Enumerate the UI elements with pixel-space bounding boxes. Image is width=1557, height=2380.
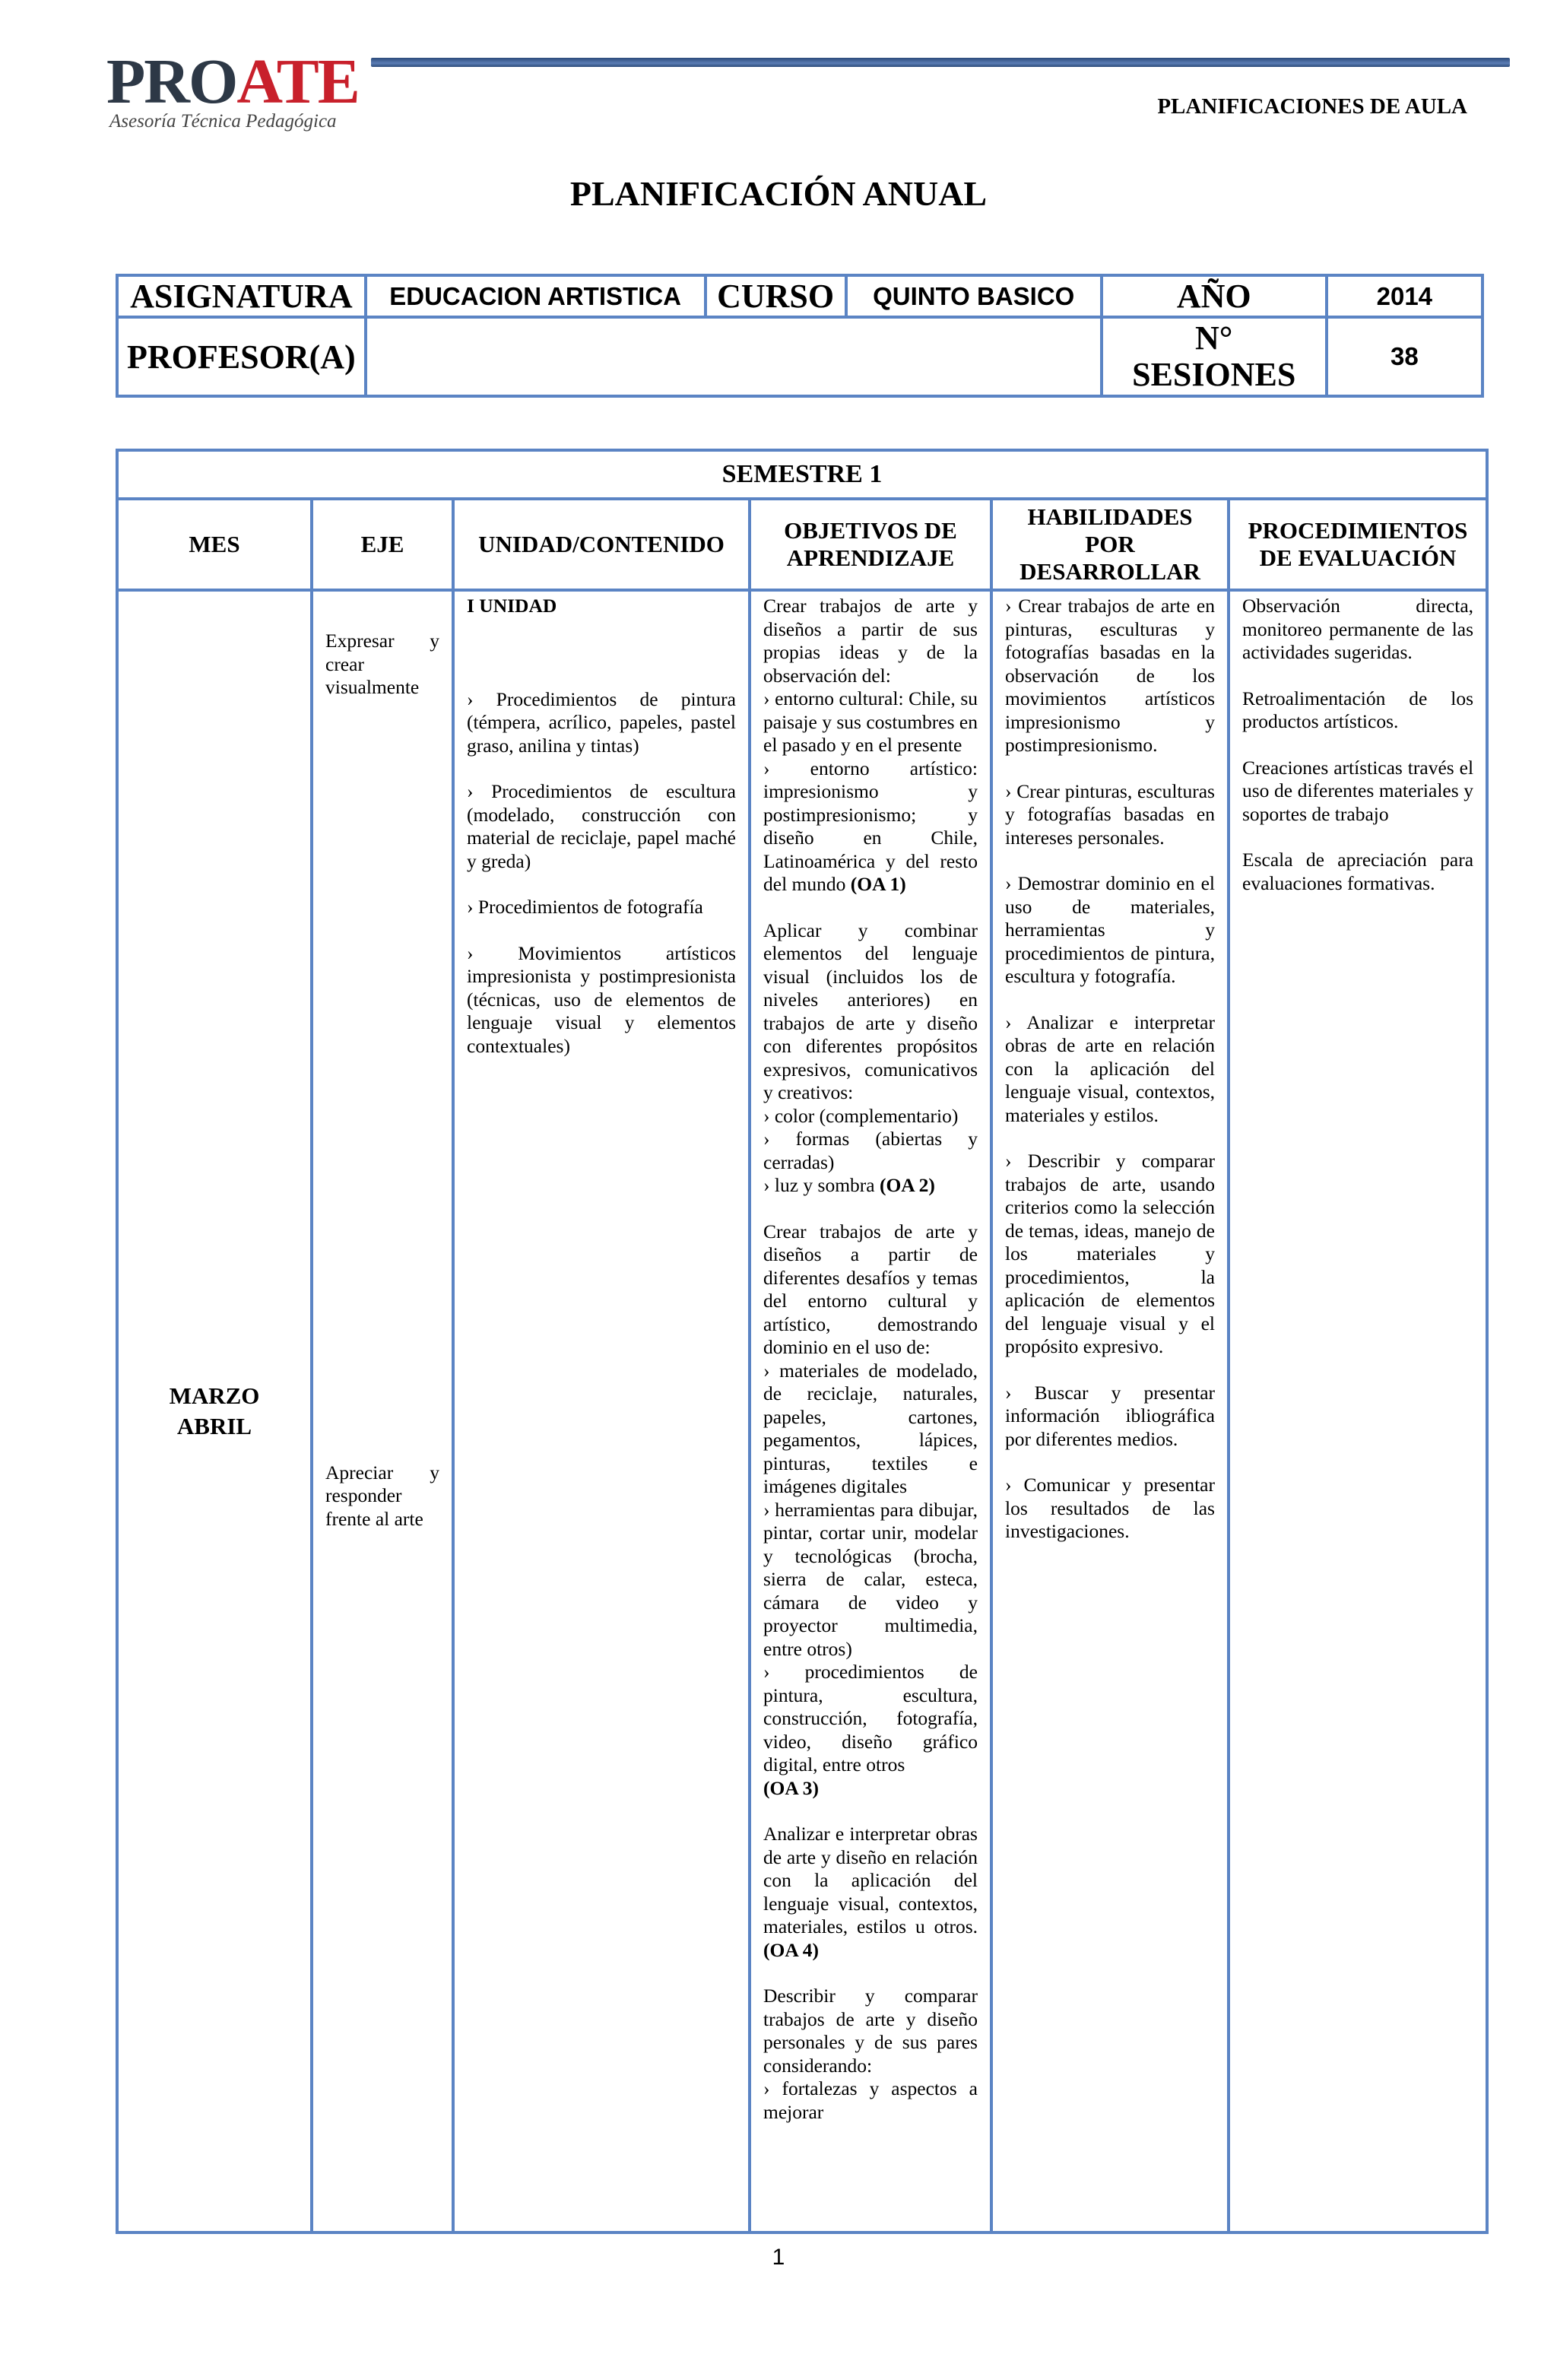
anio-value: 2014 [1327, 275, 1482, 317]
proate-logo [106, 46, 359, 134]
plan-table [116, 449, 1489, 2234]
info-table [116, 274, 1484, 398]
oa3-tag: (OA 3) [763, 1776, 819, 1799]
oa4-tag: (OA 4) [763, 1938, 819, 1961]
col-header-procedimientos [1229, 499, 1487, 590]
habilidad-item: › Analizar e interpretar obras de arte en relación con la aplicación del lenguaje visual, contextos, materiales y estilos. [1005, 1011, 1215, 1126]
col-header-habilidades [991, 499, 1229, 590]
profesor-label: PROFESOR(A) [117, 317, 366, 396]
page-number: 1 [772, 2245, 785, 2270]
page-title: PLANIFICACIÓN ANUAL [569, 174, 988, 213]
col-header-unidad: UNIDAD/CONTENIDO [453, 499, 750, 590]
oa3-bullet: › herramientas para dibujar, pintar, cortar unir, modelar y tecnológicas (brocha, sierra de calar, esteca, cámara de video y proyector multimedia, entre otros) [763, 1498, 978, 1660]
unidad-title: I UNIDAD [467, 595, 557, 617]
oa1-bullet: › entorno cultural: Chile, su paisaje y sus costumbres en el pasado y en el presente [763, 687, 978, 756]
mes-abril: ABRIL [176, 1413, 252, 1439]
col-header-eje: EJE [312, 499, 453, 590]
sesiones-label-line2: SESIONES [1132, 356, 1296, 393]
eje-expresar: Expresar y crear visualmente [325, 630, 439, 698]
logo-subtitle: Asesoría Técnica Pedagógica [109, 111, 337, 132]
habilidad-item: › Crear trabajos de arte en pinturas, esculturas y fotografías basadas en la observación de los movimientos artísticos impresionismo y postimpresionismo. [1005, 595, 1215, 756]
habilidad-item: › Describir y comparar trabajos de arte, usando criterios como la selección de temas, ideas, manejo de los materiales y procedimientos, la aplicación de elementos del lenguaje visual y el propósito expresivo. [1005, 1150, 1215, 1357]
habilidades-cell [991, 590, 1229, 2232]
oa5-bullet: › fortalezas y aspectos a mejorar [763, 2077, 978, 2123]
unidad-item: › Procedimientos de escultura (modelado, construcción con material de reciclaje, papel maché y greda) [467, 780, 736, 872]
objetivos-line2: APRENDIZAJE [786, 544, 955, 571]
evaluacion-item: Retroalimentación de los productos artísticos. [1242, 687, 1474, 732]
evaluacion-cell [1229, 590, 1487, 2232]
oa2-text: Aplicar y combinar elementos del lenguaje visual (incluidos los de niveles anteriores) en trabajos de arte y diseño con diferentes propósitos expresivos, comunicativos y creativos: [763, 919, 978, 1103]
semester-header: SEMESTRE 1 [117, 450, 1487, 499]
habilidades-line2: POR [1085, 531, 1135, 557]
unidad-item: › Procedimientos de fotografía [467, 896, 703, 918]
asignatura-label: ASIGNATURA [117, 275, 366, 317]
oa2-bullet: › color (complementario) [763, 1104, 959, 1127]
logo-pro: PRO [106, 46, 237, 117]
habilidades-line1: HABILIDADES [1027, 503, 1193, 530]
habilidad-item: › Buscar y presentar información ibliográfica por diferentes medios. [1005, 1381, 1215, 1450]
evaluacion-item: Observación directa, monitoreo permanente de las actividades sugeridas. [1242, 595, 1474, 663]
oa5-text: Describir y comparar trabajos de arte y diseño personales y de sus pares considerando: [763, 1985, 978, 2077]
asignatura-value: EDUCACION ARTISTICA [366, 275, 706, 317]
eje-cell [312, 590, 453, 2232]
mes-marzo: MARZO [169, 1382, 260, 1409]
unidad-item: › Procedimientos de pintura (témpera, acrílico, papeles, pastel graso, anilina y tintas) [467, 687, 736, 757]
sesiones-label [1102, 317, 1327, 396]
objetivos-line1: OBJETIVOS DE [784, 517, 957, 544]
oa2-tag: (OA 2) [879, 1174, 935, 1196]
profesor-value [366, 317, 1102, 396]
procedimientos-line1: PROCEDIMIENTOS [1248, 517, 1468, 544]
oa4-text: Analizar e interpretar obras de arte y diseño en relación con la aplicación del lenguaje visual, contextos, materiales, estilos u otros. [763, 1823, 978, 1937]
objetivos-cell [750, 590, 991, 2232]
oa2-bullet: › formas (abiertas y cerradas) [763, 1128, 978, 1173]
procedimientos-line2: DE EVALUACIÓN [1259, 544, 1457, 571]
sesiones-label-line1: N° [1195, 319, 1233, 357]
logo-ate: ATE [236, 46, 359, 117]
header-label: PLANIFICACIONES DE AULA [1157, 94, 1467, 119]
curso-value: QUINTO BASICO [846, 275, 1102, 317]
col-header-mes: MES [117, 499, 312, 590]
habilidades-line3: DESARROLLAR [1020, 558, 1200, 585]
oa2-bullet: › luz y sombra [763, 1174, 875, 1196]
oa1-tag: (OA 1) [850, 873, 906, 895]
anio-label: AÑO [1102, 275, 1327, 317]
oa1-text: Crear trabajos de arte y diseños a partir de sus propias ideas y de la observación del: [763, 595, 978, 687]
unidad-cell [453, 590, 750, 2232]
oa3-bullet: › materiales de modelado, de reciclaje, naturales, papeles, cartones, pegamentos, lápices, pinturas, textiles e imágenes digitales [763, 1359, 978, 1497]
header-bar [371, 58, 1510, 67]
unidad-item: › Movimientos artísticos impresionista y postimpresionista (técnicas, uso de elementos de lenguaje visual y elementos contextuales) [467, 941, 736, 1057]
habilidad-item: › Demostrar dominio en el uso de materiales, herramientas y procedimientos de pintura, escultura y fotografía. [1005, 872, 1215, 987]
habilidad-item: › Crear pinturas, esculturas y fotografías basadas en intereses personales. [1005, 779, 1215, 849]
curso-label: CURSO [706, 275, 846, 317]
col-header-objetivos [750, 499, 991, 590]
oa1-bullet: › entorno artístico: impresionismo y postimpresionismo; y diseño en Chile, Latinoamérica y del resto del mundo [763, 757, 978, 895]
evaluacion-item: Creaciones artísticas través el uso de diferentes materiales y soportes de trabajo [1242, 756, 1474, 825]
sesiones-value: 38 [1327, 317, 1482, 396]
mes-cell [117, 590, 312, 2232]
oa3-bullet: › procedimientos de pintura, escultura, construcción, fotografía, video, diseño gráfico digital, entre otros [763, 1661, 978, 1775]
eje-apreciar: Apreciar y responder frente al arte [325, 1461, 439, 1530]
oa3-text: Crear trabajos de arte y diseños a partir de diferentes desafíos y temas del entorno cultural y artístico, demostrando dominio en el uso de: [763, 1220, 978, 1358]
habilidad-item: › Comunicar y presentar los resultados de las investigaciones. [1005, 1474, 1215, 1542]
evaluacion-item: Escala de apreciación para evaluaciones formativas. [1242, 849, 1474, 894]
